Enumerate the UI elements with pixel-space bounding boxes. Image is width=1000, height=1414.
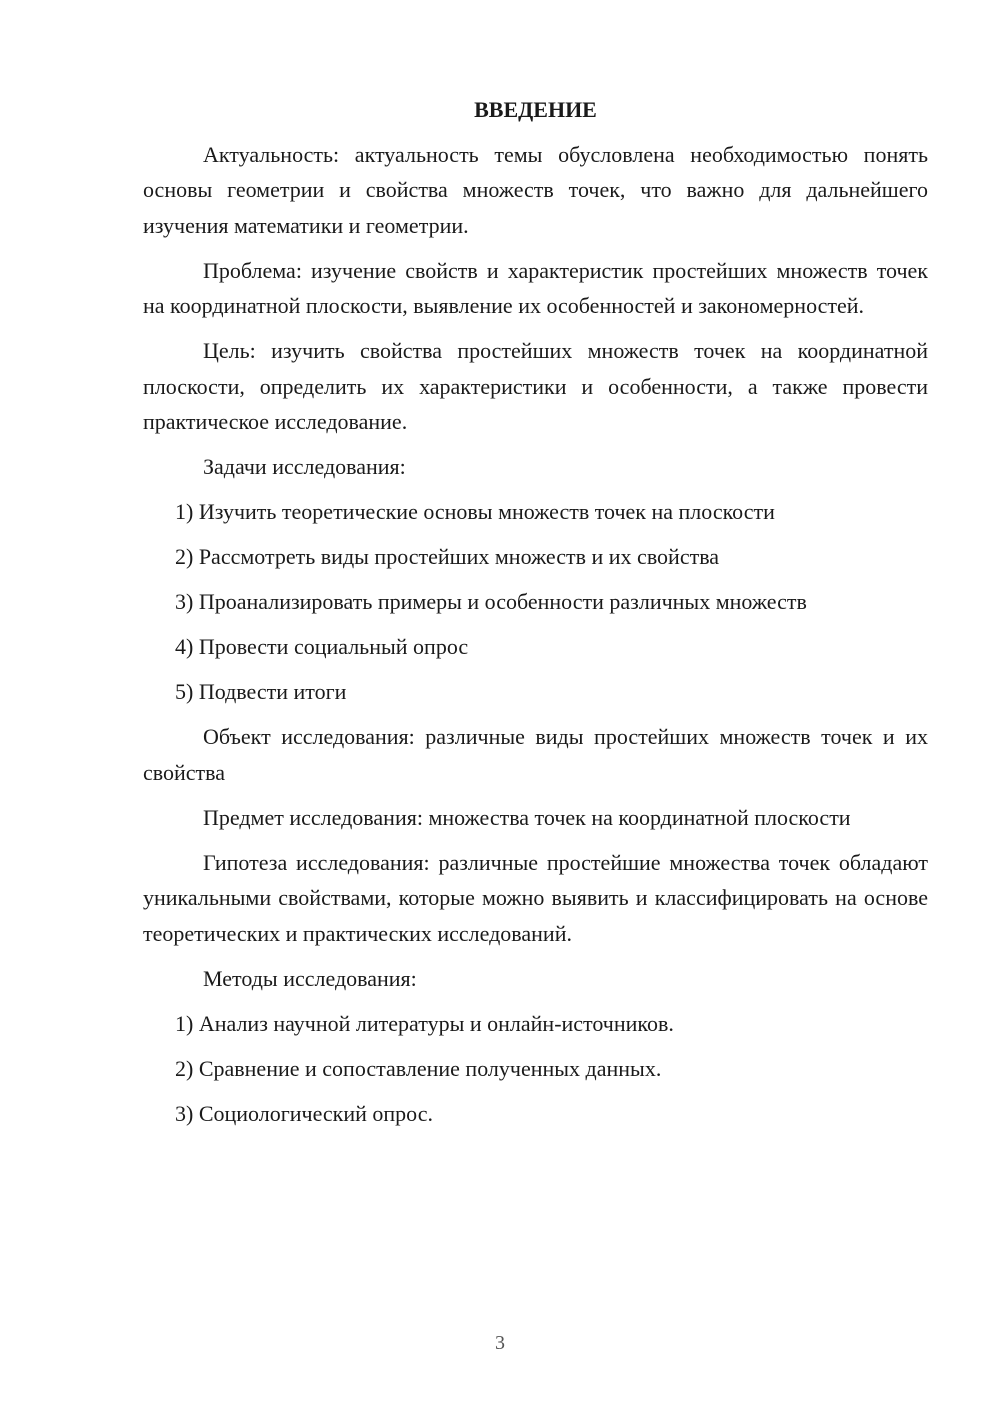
tasks-heading: Задачи исследования: [203,454,406,479]
document-page [143,92,928,1141]
problem-paragraph: Проблема: изучение свойств и характеристик простейших множеств точек на координатной плоскости, выявление их особенностей и закономерностей. [143,257,928,318]
task-item: 5) Подвести итоги [175,679,347,704]
goal-paragraph: Цель: изучить свойства простейших множеств точек на координатной плоскости, определить их характеристики и особенности, а также провести практическое исследование. [143,338,928,434]
subject-paragraph: Предмет исследования: множества точек на координатной плоскости [203,804,851,830]
method-item: 3) Социологический опрос. [175,1100,433,1126]
relevance-paragraph: Актуальность: актуальность темы обусловлена необходимостью понять основы геометрии и свойства множеств точек, что важно для дальнейшего изучения математики и геометрии. [143,141,928,238]
method-item: 1) Анализ научной литературы и онлайн-источников. [175,1010,674,1036]
task-item: 3) Проанализировать примеры и особенности различных множеств [175,589,807,614]
methods-heading: Методы исследования: [203,965,417,991]
page-number: 3 [495,1332,505,1354]
task-item: 4) Провести социальный опрос [175,634,469,659]
task-item: 2) Рассмотреть виды простейших множеств и их свойства [175,544,720,569]
task-item: 1) Изучить теоретические основы множеств точек на плоскости [175,499,775,524]
document-title: ВВЕДЕНИЕ [474,97,597,122]
object-paragraph: Объект исследования: различные виды простейших множеств точек и их свойства [143,724,928,785]
hypothesis-paragraph: Гипотеза исследования: различные простейшие множества точек обладают уникальными свойствами, которые можно выявить и классифицировать на основе теоретических и практических исследований. [143,849,928,946]
method-item: 2) Сравнение и сопоставление полученных данных. [175,1055,662,1081]
